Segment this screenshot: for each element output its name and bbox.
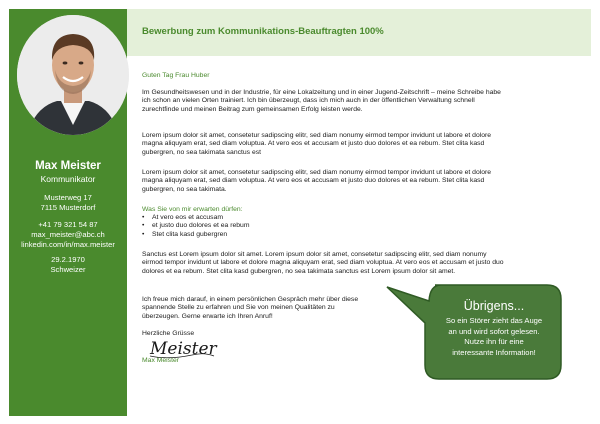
address-city: 7115 Musterdorf — [40, 203, 96, 212]
list-item: • At vero eos et accusam — [142, 214, 506, 222]
paragraph-intro: Im Gesundheitswesen und in der Industrie, für eine Lokalzeitung und in einer Jugend-Zeitschrift – meine Schreibe habe ich schon an vielen Orten trainiert. Ich bin überzeugt, dass ich mich auch in der öffentlichen Verwaltung schnell zurechtfinde und meinen Beitrag zum gemeinsamen Erfolg leisten werde. — [142, 89, 501, 113]
closing-greeting: Herzliche Grüsse — [142, 330, 195, 337]
callout-title: Übrigens... — [463, 299, 525, 313]
paragraph-3: Lorem ipsum dolor sit amet, consetetur sadipscing elitr, sed diam nonumy eirmod tempor invidunt ut labore et dolore magna aliquyam erat, sed diam voluptua. At vero eos et accusam et justo duo dolores et ea rebum. Stet clita kasd gubergren, no sea takimata. — [142, 169, 492, 193]
expectations-list — [142, 214, 506, 239]
expectations-heading: Was Sie von mir erwarten dürfen: — [142, 206, 243, 213]
list-item: • et justo duo dolores et ea rebum — [142, 222, 506, 230]
callout-line: an und wird sofort gelesen. — [448, 326, 540, 336]
svg-text:Meister: Meister — [150, 339, 217, 359]
linkedin-url: linkedin.com/in/max.meister — [21, 240, 115, 249]
sidebar — [9, 9, 127, 416]
applicant-role: Kommunikator — [40, 174, 96, 184]
nationality: Schweizer — [50, 265, 86, 274]
paragraph-2: Lorem ipsum dolor sit amet, consetetur sadipscing elitr, sed diam nonumy eirmod tempor invidunt ut labore et dolore magna aliquyam erat, sed diam voluptua. At vero eos et accusam et justo duo dolores et ea rebum. Stet clita kasd gubergren, no sea takimata sanctus est — [142, 132, 492, 156]
birth-date: 29.2.1970 — [51, 255, 85, 264]
paragraph-closing: Ich freue mich darauf, in einem persönlichen Gespräch mehr über diese spannende Stelle zu erfahren und Sie von meinen Qualitäten zu überzeugen. Gerne erwarte ich Ihren Anruf! — [142, 296, 359, 320]
contact-block — [9, 220, 127, 250]
letter-title: Bewerbung zum Kommunikations-Beauftragten 100% — [142, 26, 384, 37]
callout-line: interessante Information! — [452, 347, 536, 357]
list-item: • Stet clita kasd gubergren — [142, 231, 506, 239]
phone-number: +41 79 321 54 87 — [38, 220, 98, 229]
address-street: Musterweg 17 — [44, 193, 92, 202]
personal-block — [9, 255, 127, 275]
applicant-name: Max Meister — [35, 160, 101, 172]
callout-body — [425, 316, 563, 358]
callout-content — [425, 290, 563, 358]
salutation: Guten Tag Frau Huber — [142, 72, 210, 79]
callout-line: Nutze ihn für eine — [464, 337, 524, 347]
callout-line: So ein Störer zieht das Auge — [445, 316, 543, 325]
signer-name: Max Meister — [142, 357, 180, 364]
address-block — [9, 193, 127, 213]
paragraph-4: Sanctus est Lorem ipsum dolor sit amet. Lorem ipsum dolor sit amet, consetetur sadipscing elitr, sed diam nonumy eirmod tempor invidunt ut labore et dolore magna aliquyam erat, sed diam voluptua. At vero eos et accusam et justo duo dolores et ea rebum. Stet clita kasd gubergren, no sea takimata sanctus est Lorem ipsum dolor sit amet. — [142, 251, 504, 275]
profile-photo — [17, 15, 129, 135]
email-address: max_meister@abc.ch — [31, 230, 105, 239]
